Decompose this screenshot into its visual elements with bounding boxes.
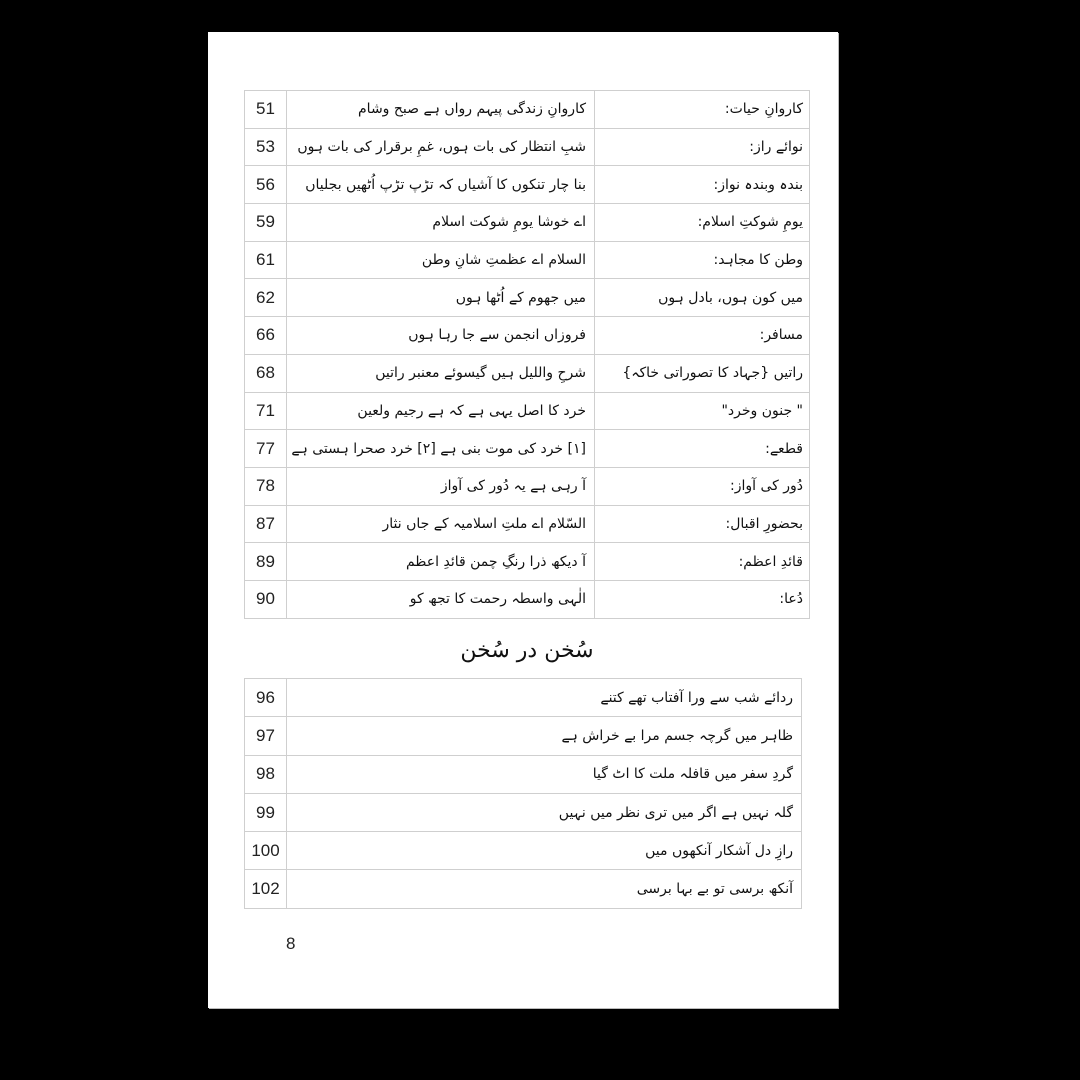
poem-title: یومِ شوکتِ اسلام: (595, 204, 810, 242)
first-line: آ رہی ہے یہ دُور کی آواز (287, 467, 595, 505)
page-ref: 90 (245, 580, 287, 618)
table-row (245, 467, 810, 505)
document-page (208, 32, 838, 1008)
poem-title: بحضورِ اقبال: (595, 505, 810, 543)
poem-title: " جنون وخرد" (595, 392, 810, 430)
page-ref: 66 (245, 317, 287, 355)
first-line: ظاہر میں گرچہ جسم مرا بے خراش ہے (287, 717, 802, 755)
page-ref: 62 (245, 279, 287, 317)
page-ref: 98 (245, 755, 287, 793)
poem-title: کاروانِ حیات: (595, 91, 810, 129)
table-row (245, 793, 802, 831)
contents-table-main (244, 90, 810, 619)
table-row (245, 392, 810, 430)
table-row (245, 279, 810, 317)
first-line: فروزاں انجمن سے جا رہا ہوں (287, 317, 595, 355)
first-line: شبِ انتظار کی بات ہوں، غمِ برقرار کی بات ہوں (287, 128, 595, 166)
table-row (245, 430, 810, 468)
page-ref: 87 (245, 505, 287, 543)
page-ref: 102 (245, 870, 287, 908)
first-line: میں جھوم کے اُٹھا ہوں (287, 279, 595, 317)
first-line: السّلام اے ملتِ اسلامیہ کے جاں نثار (287, 505, 595, 543)
page-ref: 61 (245, 241, 287, 279)
page-ref: 100 (245, 832, 287, 870)
table-row (245, 91, 810, 129)
first-line: خرد کا اصل یہی ہے کہ ہے رجیم ولعین (287, 392, 595, 430)
poem-title: نوائے راز: (595, 128, 810, 166)
table-row (245, 128, 810, 166)
table-row (245, 354, 810, 392)
table-row (245, 505, 810, 543)
table-row (245, 870, 802, 908)
contents-table-section (244, 678, 802, 909)
poem-title: دُعا: (595, 580, 810, 618)
first-line: ردائے شب سے ورا آفتاب تھے کتنے (287, 679, 802, 717)
table-row (245, 755, 802, 793)
first-line: آنکھ برسی تو بے بہا برسی (287, 870, 802, 908)
poem-title: دُور کی آواز: (595, 467, 810, 505)
first-line: گلہ نہیں ہے اگر میں تری نظر میں نہیں (287, 793, 802, 831)
page-ref: 99 (245, 793, 287, 831)
table-row (245, 317, 810, 355)
page-ref: 68 (245, 354, 287, 392)
table-row (245, 543, 810, 581)
page-ref: 97 (245, 717, 287, 755)
table-row (245, 580, 810, 618)
first-line: رازِ دل آشکار آنکھوں میں (287, 832, 802, 870)
poem-title: مسافر: (595, 317, 810, 355)
first-line: شرحِ واللیل ہیں گیسوئے معنبر راتیں (287, 354, 595, 392)
table-row (245, 679, 802, 717)
first-line: اے خوشا یومِ شوکت اسلام (287, 204, 595, 242)
poem-title: قطعے: (595, 430, 810, 468)
page-ref: 53 (245, 128, 287, 166)
poem-title: قائدِ اعظم: (595, 543, 810, 581)
first-line: الٰہی واسطہ رحمت کا تجھ کو (287, 580, 595, 618)
page-ref: 96 (245, 679, 287, 717)
poem-title: بندہ وبندہ نواز: (595, 166, 810, 204)
table-row (245, 204, 810, 242)
page-ref: 51 (245, 91, 287, 129)
first-line: [۱] خرد کی موت بنی ہے [۲] خرد صحرا ہستی ہے (287, 430, 595, 468)
poem-title: میں کون ہوں، بادل ہوں (595, 279, 810, 317)
section-heading: سُخن در سُخن (460, 638, 594, 663)
table-row (245, 241, 810, 279)
table-row (245, 166, 810, 204)
table-row (245, 832, 802, 870)
page-ref: 56 (245, 166, 287, 204)
first-line: بنا چار تنکوں کا آشیاں کہ تڑپ تڑپ اُٹھیں بجلیاں (287, 166, 595, 204)
poem-title: راتیں {جہاد کا تصوراتی خاکہ} (595, 354, 810, 392)
poem-title: وطن کا مجاہد: (595, 241, 810, 279)
first-line: گردِ سفر میں قافلہ ملت کا اٹ گیا (287, 755, 802, 793)
page-ref: 59 (245, 204, 287, 242)
page-ref: 77 (245, 430, 287, 468)
table-row (245, 717, 802, 755)
page-number: 8 (286, 934, 296, 953)
first-line: آ دیکھ ذرا رنگِ چمن قائدِ اعظم (287, 543, 595, 581)
page-ref: 78 (245, 467, 287, 505)
first-line: کاروانِ زندگی پیہم رواں ہے صبح وشام (287, 91, 595, 129)
first-line: السلام اے عظمتِ شانِ وطن (287, 241, 595, 279)
page-ref: 89 (245, 543, 287, 581)
page-ref: 71 (245, 392, 287, 430)
